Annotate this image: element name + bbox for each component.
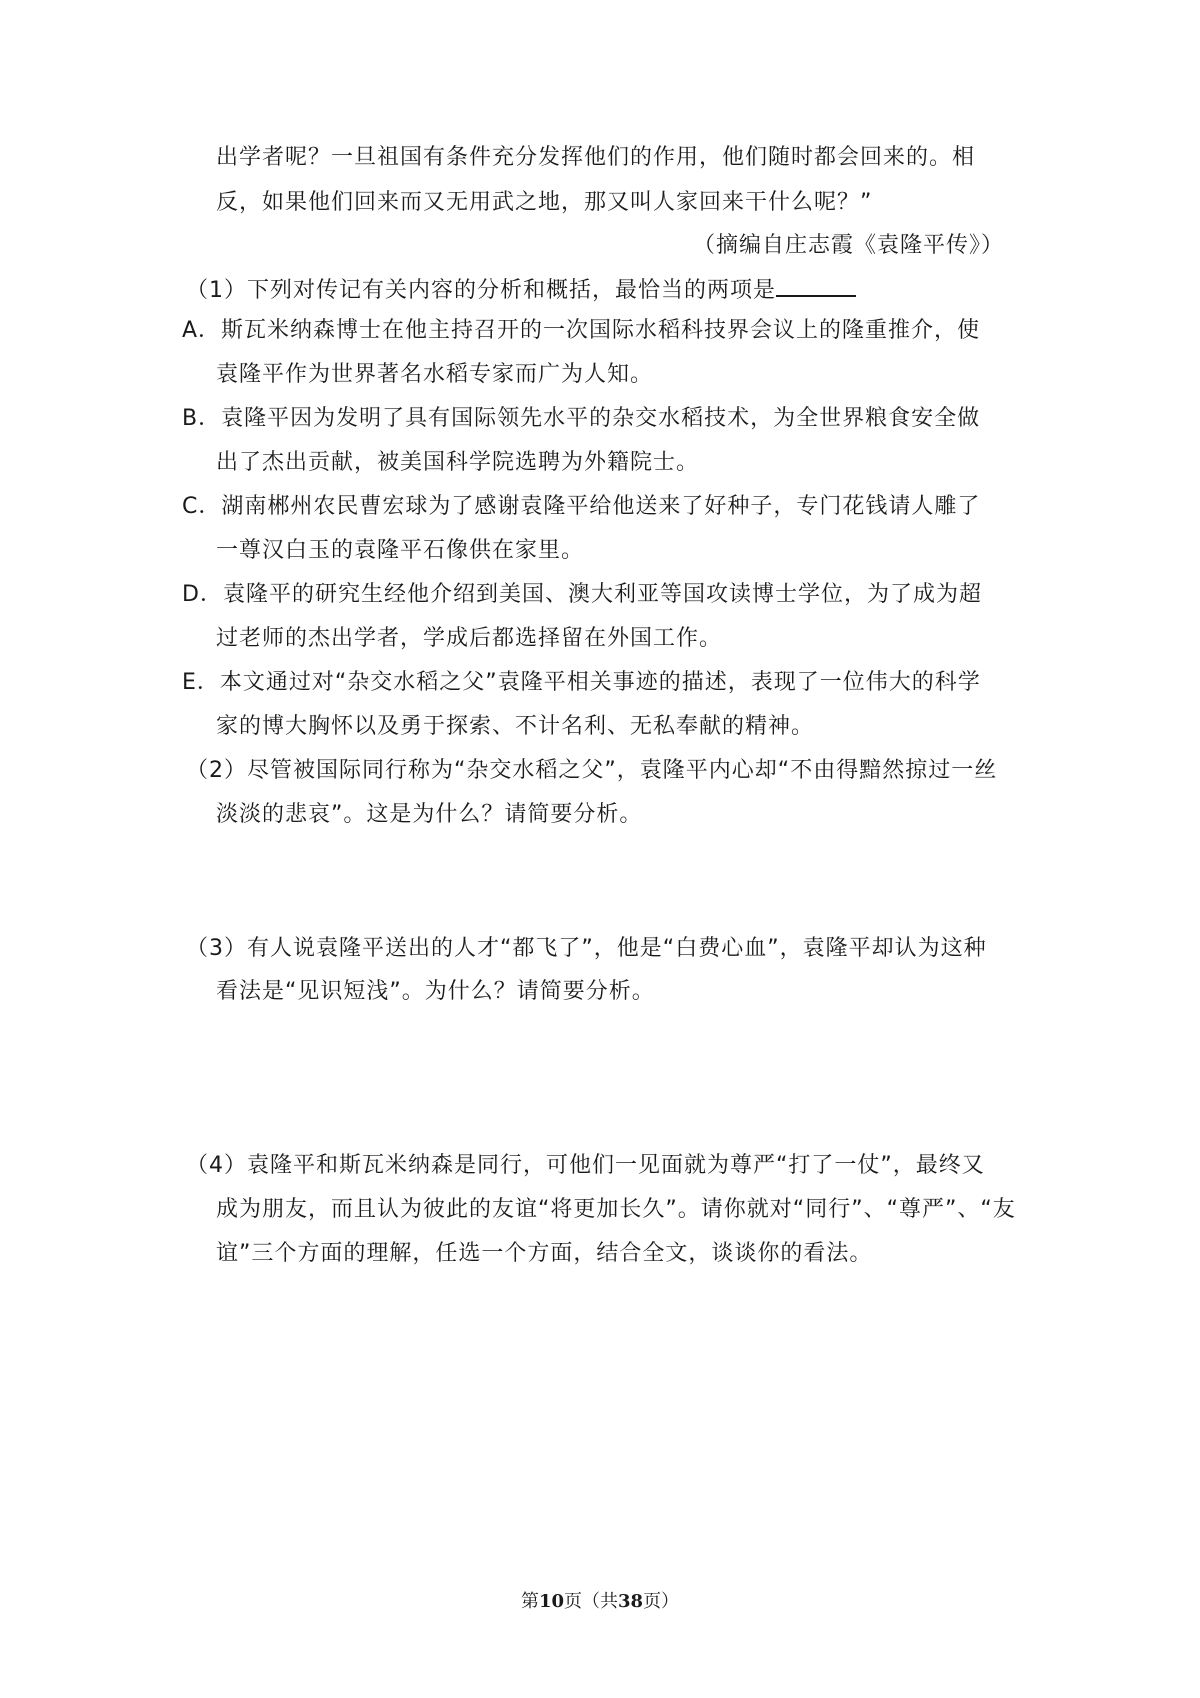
option-d-line: 过老师的杰出学者，学成后都选择留在外国工作。 — [216, 626, 723, 651]
option-a-line: A．斯瓦米纳森博士在他主持召开的一次国际水稻科技界会议上的隆重推介，使 — [182, 318, 981, 343]
question-4-line: 成为朋友，而且认为彼此的友谊“将更加长久”。请你就对“同行”、“尊严”、“友 — [216, 1197, 1016, 1222]
answer-blank — [776, 273, 856, 297]
option-e-line: E．本文通过对“杂交水稻之父”袁隆平相关事迹的描述，表现了一位伟大的科学 — [182, 670, 981, 695]
source-citation: （摘编自庄志霞《袁隆平传》） — [692, 233, 1004, 258]
question-3-line: 看法是“见识短浅”。为什么？请简要分析。 — [216, 979, 655, 1004]
footer-suffix: 页） — [643, 1591, 680, 1612]
question-1 — [186, 273, 856, 306]
footer-middle: 页（共 — [564, 1591, 618, 1612]
option-c-line: 一尊汉白玉的袁隆平石像供在家里。 — [216, 538, 585, 563]
question-4-line: 谊”三个方面的理解，任选一个方面，结合全文，谈谈你的看法。 — [216, 1241, 873, 1266]
footer-page-number: 10 — [538, 1591, 564, 1612]
option-c-line: C．湖南郴州农民曹宏球为了感谢袁隆平给他送来了好种子，专门花钱请人雕了 — [182, 494, 981, 519]
option-e-line: 家的博大胸怀以及勇于探索、不计名利、无私奉献的精神。 — [216, 714, 815, 739]
question-3-line: （3）有人说袁隆平送出的人才“都飞了”，他是“白费心血”，袁隆平却认为这种 — [186, 936, 987, 961]
option-a-line: 袁隆平作为世界著名水稻专家而广为人知。 — [216, 362, 654, 387]
question-1-prompt: （1）下列对传记有关内容的分析和概括，最恰当的两项是 — [186, 278, 776, 303]
option-b-line: B．袁隆平因为发明了具有国际领先水平的杂交水稻技术，为全世界粮食安全做 — [182, 406, 981, 431]
option-d-line: D．袁隆平的研究生经他介绍到美国、澳大利亚等国攻读博士学位，为了成为超 — [182, 582, 982, 607]
footer-total-pages: 38 — [618, 1591, 644, 1612]
page-footer — [0, 1590, 1200, 1614]
passage-line: 出学者呢？一旦祖国有条件充分发挥他们的作用，他们随时都会回来的。相 — [216, 145, 976, 170]
passage-line: 反，如果他们回来而又无用武之地，那又叫人家回来干什么呢？” — [216, 190, 873, 215]
question-4-line: （4）袁隆平和斯瓦米纳森是同行，可他们一见面就为尊严“打了一仗”，最终又 — [186, 1153, 985, 1178]
question-2-line: （2）尽管被国际同行称为“杂交水稻之父”，袁隆平内心却“不由得黯然掠过一丝 — [186, 758, 998, 783]
footer-prefix: 第 — [520, 1591, 539, 1612]
question-2-line: 淡淡的悲哀”。这是为什么？请简要分析。 — [216, 802, 643, 827]
option-b-line: 出了杰出贡献，被美国科学院选聘为外籍院士。 — [216, 450, 700, 475]
